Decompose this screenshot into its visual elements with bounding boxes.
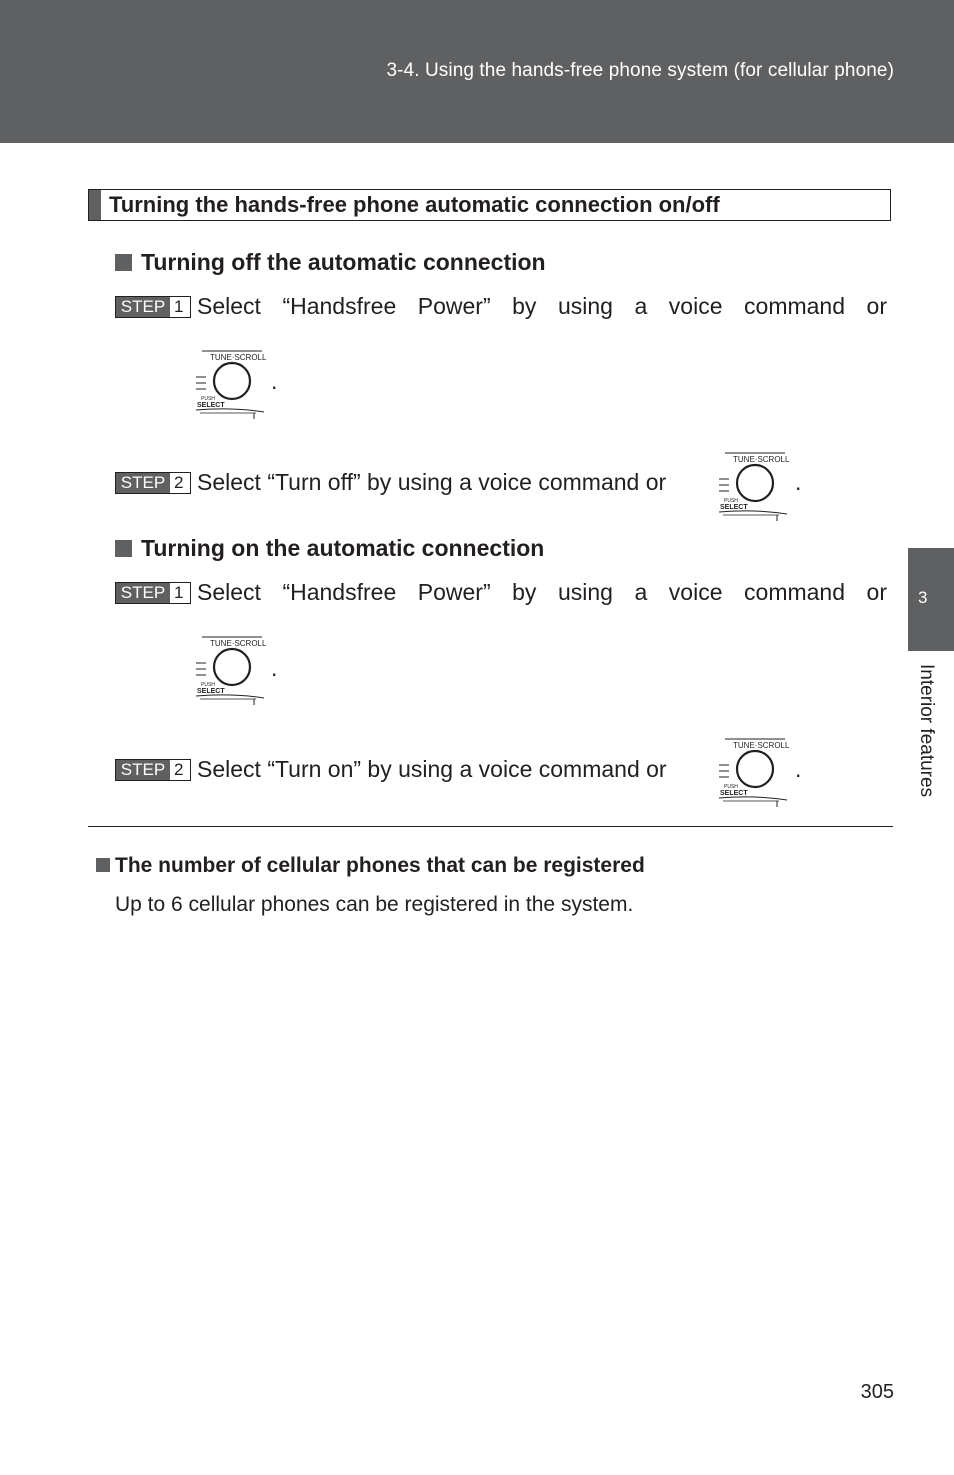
step-badge-off-2	[115, 472, 191, 494]
step-text-on-1: Select “Handsfree Power” by using a voice command or	[197, 579, 887, 605]
step-label: STEP	[116, 297, 170, 317]
period: .	[795, 756, 802, 782]
step-label: STEP	[116, 473, 170, 493]
tune-scroll-knob-icon	[196, 347, 268, 425]
step-number: 1	[174, 583, 184, 602]
subheading-turn-off	[115, 249, 546, 276]
chapter-number: 3	[918, 588, 928, 607]
header-title: 3-4. Using the hands-free phone system (for cellular phone)	[386, 60, 894, 81]
subheading-turn-on	[115, 535, 544, 562]
divider	[88, 826, 893, 827]
subheading-text: Turning off the automatic connection	[141, 249, 546, 275]
period: .	[271, 655, 278, 681]
step-label: STEP	[116, 583, 170, 603]
square-bullet-icon	[115, 254, 132, 271]
square-bullet-icon	[96, 858, 110, 872]
step-text-off-2: Select “Turn off” by using a voice command or	[197, 469, 667, 495]
step-text-on-2: Select “Turn on” by using a voice command or	[197, 756, 667, 782]
section-title: Turning the hands-free phone automatic connection on/off	[109, 192, 720, 217]
section-title-box	[88, 189, 891, 221]
note-heading	[96, 854, 645, 878]
step-text-off-1: Select “Handsfree Power” by using a voice command or	[197, 293, 887, 319]
chapter-tab	[908, 548, 954, 651]
tune-scroll-knob-icon	[719, 735, 791, 813]
step-number: 1	[174, 297, 184, 316]
section-title-bar	[89, 190, 101, 220]
chapter-label: Interior features	[916, 664, 937, 798]
note-body: Up to 6 cellular phones can be registered in the system.	[115, 893, 634, 916]
period: .	[795, 469, 802, 495]
step-badge-on-2	[115, 759, 191, 781]
period: .	[271, 368, 278, 394]
subheading-text: Turning on the automatic connection	[141, 535, 545, 561]
tune-scroll-knob-icon	[196, 633, 268, 711]
page-number: 305	[860, 1381, 894, 1403]
note-heading-text: The number of cellular phones that can be registered	[115, 854, 645, 877]
step-badge-off-1	[115, 296, 191, 318]
step-label: STEP	[116, 760, 170, 780]
step-badge-on-1	[115, 582, 191, 604]
tune-scroll-knob-icon	[719, 449, 791, 527]
step-number: 2	[174, 473, 184, 492]
page-header	[0, 0, 954, 143]
square-bullet-icon	[115, 540, 132, 557]
step-number: 2	[174, 760, 184, 779]
